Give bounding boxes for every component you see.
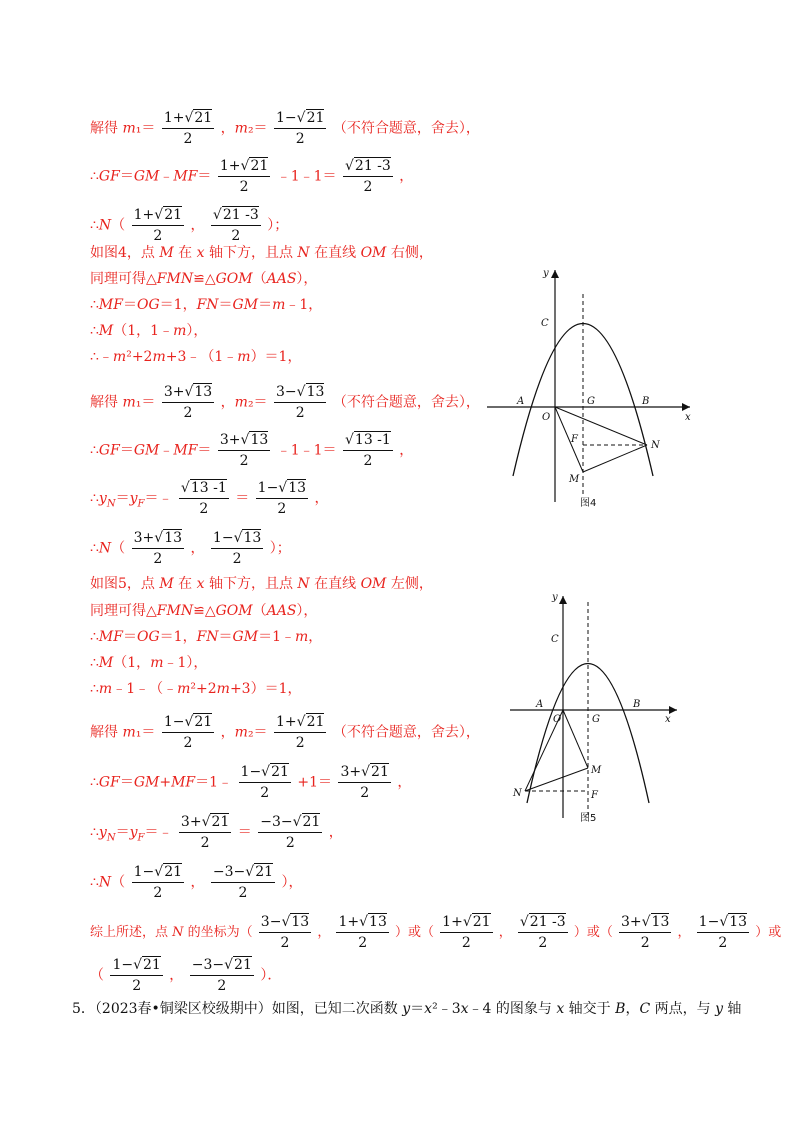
label-g: G [587,396,595,407]
x-axis-arrow-icon [682,403,690,411]
solution-line-23: （ $\frac{1-√21}{2}$ ， $\frac{-3-√21}{2}$ ）． [90,957,282,994]
problem-5-statement: 5．（2023春•铜梁区校级期中）如图，已知二次函数 y＝x²﹣3x﹣4 的图象与 x 轴交于 B，C 两点，与 y 轴 [72,1001,742,1017]
segment-om [563,710,588,768]
fraction: $\frac{1-√21}{2}$ [163,714,213,751]
fraction: $\frac{√21 -3}{2}$ [519,914,566,951]
label-g: G [592,714,600,725]
fraction: $\frac{1+√21}{2}$ [276,714,325,751]
fraction: $\frac{3+√13}{2}$ [219,432,269,469]
x-axis-arrow-icon [669,706,677,714]
fraction: $\frac{-3-√21}{2}$ [191,957,252,994]
fraction: $\frac{3+√13}{2}$ [620,914,670,951]
solution-line-19: ∴GF＝GM+MF＝1﹣ $\frac{1-√21}{2}$ +1＝ $\frac{3+√21}{2}$ ， [90,764,412,801]
solution-line-3: ∴N（ $\frac{1+√21}{2}$ ， $\frac{√21 -3}{2}$ ）； [90,207,289,244]
solution-line-10: ∴GF＝GM﹣MF＝ $\frac{3+√13}{2}$ ﹣1﹣1＝ $\frac{√13 -1}{2}$ ， [90,432,414,469]
y-axis-arrow-icon [559,596,567,604]
label-y: y [543,268,549,279]
label-x: x [665,714,671,725]
fraction: $\frac{-3-√21}{2}$ [212,864,274,901]
figure-5 [505,590,680,825]
label-a: A [536,699,544,710]
figure-5-caption: 图5 [580,813,597,824]
solution-line-4: 如图4，点 M 在 x 轴下方，且点 N 在直线 OM 右侧， [90,245,433,261]
fraction: $\frac{3-√13}{2}$ [260,914,310,951]
solution-line-21: ∴N（ $\frac{1-√21}{2}$ ， $\frac{-3-√21}{2}$ ）， [90,864,303,901]
label-f: F [591,790,598,801]
solution-line-20: $\therefore y_N=y_F=﹣$ $\frac{3+√21}{2}$ ＝ $\frac{-3-√21}{2}$ ， [90,814,343,851]
label-o: O [553,714,562,725]
label-m: M [591,765,602,776]
fraction: $\frac{1-√13}{2}$ [212,530,262,567]
label-x: x [685,412,691,423]
figure-4 [485,262,695,512]
fraction: $\frac{1-√13}{2}$ [698,914,748,951]
solution-line-2: ∴GF＝GM﹣MF＝ $\frac{1+√21}{2}$ ﹣1﹣1＝ $\frac{√21 -3}{2}$ ， [90,158,414,195]
fraction: $\frac{√21 -3}{2}$ [345,158,391,195]
label-y: y [552,592,558,603]
solution-line-15: ∴MF＝OG＝1，FN＝GM＝1﹣m， [90,629,323,645]
fraction: $\frac{1+√21}{2}$ [442,914,491,951]
fraction: $\frac{√13 -1}{2}$ [345,432,391,469]
label-c: C [541,318,549,329]
fraction: $\frac{1-√21}{2}$ [133,864,183,901]
label-b: B [633,699,641,710]
label-c: C [551,634,559,645]
fraction: $\frac{3+√21}{2}$ [340,764,389,801]
segment-mn [583,445,647,472]
label-n: N [651,440,660,451]
solution-line-1: 解得 m₁＝ $\frac{1+√21}{2}$ ，m₂＝ $\frac{1-√21}{2}$ （不符合题意，舍去）， [90,110,480,147]
solution-line-5: 同理可得△FMN≌△GOM（AAS）， [90,271,318,287]
fraction: $\frac{1+√21}{2}$ [219,158,269,195]
solution-line-16: ∴M（1，m﹣1）， [90,655,208,671]
fraction: $\frac{1-√21}{2}$ [240,764,289,801]
parabola [527,664,649,804]
solution-line-13: 如图5，点 M 在 x 轴下方，且点 N 在直线 OM 左侧， [90,576,433,592]
fraction: $\frac{3+√21}{2}$ [180,814,230,851]
y-axis-arrow-icon [551,270,559,278]
figure-4-caption: 图4 [580,498,597,509]
fraction: $\frac{√21 -3}{2}$ [212,207,259,244]
fraction: $\frac{-3-√21}{2}$ [260,814,321,851]
fraction: $\frac{3+√13}{2}$ [133,530,183,567]
fraction: $\frac{1-√13}{2}$ [257,480,307,517]
fraction: $\frac{1+√13}{2}$ [338,914,387,951]
solution-line-6: ∴MF＝OG＝1，FN＝GM＝m﹣1， [90,297,323,313]
label-b: B [642,396,650,407]
solution-line-11: $\therefore y_N=y_F=﹣$ $\frac{√13 -1}{2}$ ＝ $\frac{1-√13}{2}$ ， [90,480,329,517]
fraction: $\frac{1-√21}{2}$ [112,957,161,994]
solution-line-17: ∴m﹣1﹣（﹣m²+2m+3）＝1， [90,681,302,697]
solution-line-18: 解得 m₁＝ $\frac{1-√21}{2}$ ，m₂＝ $\frac{1+√21}{2}$ （不符合题意，舍去）， [90,714,480,751]
label-a: A [517,396,525,407]
solution-line-22: 综上所述，点 N 的坐标为（ $\frac{3-√13}{2}$ ， $\frac{1+√13}{2}$ ）或（ $\frac{1+√21}{2}$ ， $\frac{√21 -3}{2}$ ）或（ $\frac{3+√13}{2}$ ， $\frac{1-√13}{2}$ ）或 [90,914,782,951]
solution-line-9: 解得 m₁＝ $\frac{3+√13}{2}$ ，m₂＝ $\frac{3-√13}{2}$ （不符合题意，舍去）， [90,384,480,421]
fraction: $\frac{1+√21}{2}$ [133,207,183,244]
solution-line-12: ∴N（ $\frac{3+√13}{2}$ ， $\frac{1-√13}{2}$ ）； [90,530,291,567]
solution-line-8: ∴﹣m²+2m+3﹣（1﹣m）＝1， [90,349,302,365]
label-f: F [571,434,578,445]
fraction: $\frac{3+√13}{2}$ [163,384,213,421]
solution-line-7: ∴M（1，1﹣m）， [90,323,208,339]
fraction: $\frac{1-√21}{2}$ [276,110,325,147]
solution-line-14: 同理可得△FMN≌△GOM（AAS）， [90,603,318,619]
label-n: N [513,788,522,799]
fraction: $\frac{√13 -1}{2}$ [180,480,227,517]
label-o: O [542,412,551,423]
label-m: M [569,474,580,485]
fraction: $\frac{1+√21}{2}$ [163,110,213,147]
fraction: $\frac{3-√13}{2}$ [276,384,325,421]
